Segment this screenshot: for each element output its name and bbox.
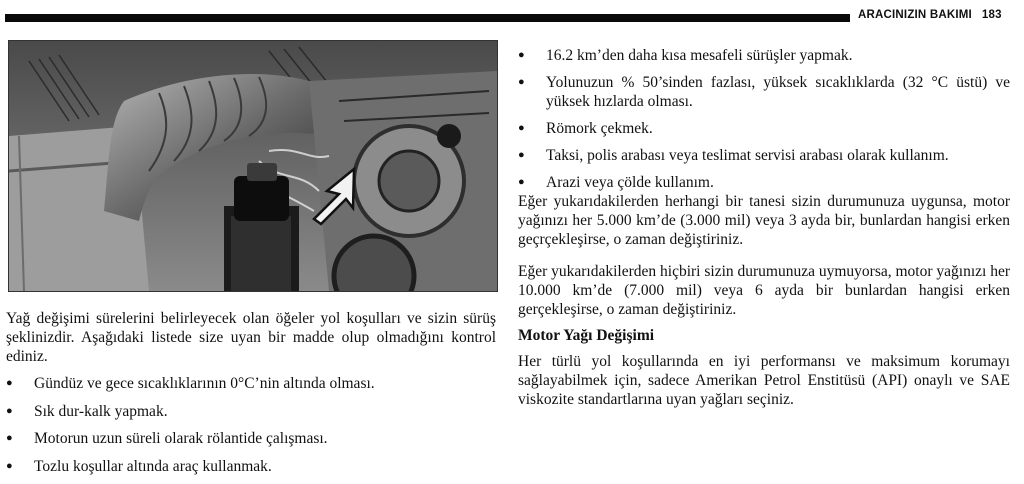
list-item: ● Sık dur-kalk yapmak. <box>6 402 496 421</box>
running-header <box>858 9 1002 21</box>
oil-change-intro-paragraph: Yağ değişimi sürelerini belirleyecek olan öğeler yol koşulları ve sizin sürüş şeklinizdir. Aşağıdaki listede size uyan bir madde olup olmadığını kontrol ediniz. <box>6 310 496 365</box>
page-number: 183 <box>981 9 1002 21</box>
engine-oil-filler-photo <box>8 40 498 292</box>
list-item: ● Gündüz ve gece sıcaklıklarının 0°C’nin altında olması. <box>6 374 496 393</box>
severe-schedule-paragraph: Eğer yukarıdakilerden herhangi bir tanesi sizin durumunuza uygunsa, motor yağınızı her 5.000 km’de (3.000 mil) veya 3 ayda bir, bunlardan hangisi erken geçrçekleşirse, o zaman değiştiriniz. <box>518 193 1010 248</box>
oil-selection-paragraph: Her türlü yol koşullarında en iyi performansı ve maksimum korumayı sağlayabilmek için, sadece Amerikan Petrol Enstitüsü (API) onaylı ve SAE viskozite standartlarına uyan yağları seçiniz. <box>518 353 1010 408</box>
section-header-title: ARACINIZIN BAKIMI <box>858 9 972 21</box>
left-conditions-list <box>6 374 496 484</box>
list-item: ● 16.2 km’den daha kısa mesafeli sürüşler yapmak. <box>518 46 1010 65</box>
list-item: ● Motorun uzun süreli olarak rölantide çalışması. <box>6 429 496 448</box>
list-item: ● Arazi veya çölde kullanım. <box>518 173 1010 192</box>
list-item: ● Römork çekmek. <box>518 119 1010 138</box>
engine-oil-change-heading: Motor Yağı Değişimi <box>518 327 655 344</box>
list-item: ● Tozlu koşullar altında araç kullanmak. <box>6 457 496 476</box>
normal-schedule-paragraph: Eğer yukarıdakilerden hiçbiri sizin durumunuza uymuyorsa, motor yağınızı her 10.000 km’de (7.000 mil) veya 6 ayda bir bunlardan hangisi erken gerçekleşirse, o zaman değiştiriniz. <box>518 263 1010 318</box>
list-item: ● Taksi, polis arabası veya teslimat servisi arabası olarak kullanım. <box>518 146 1010 165</box>
list-item: ● Yolunuzun % 50’sinden fazlası, yüksek sıcaklıklarda (32 °C üstü) ve yüksek hızlarda olması. <box>518 73 1010 111</box>
right-conditions-list <box>518 46 1010 200</box>
header-rule <box>5 14 850 22</box>
